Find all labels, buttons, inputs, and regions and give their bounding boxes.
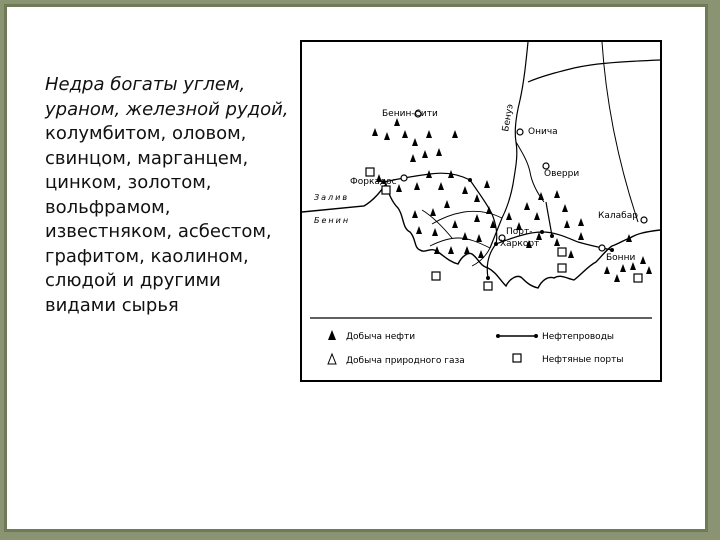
river-branch: [516, 142, 544, 202]
map-svg: [302, 42, 660, 380]
city-label-port-1: Порт-: [506, 227, 533, 237]
gulf-label-2: Бенин: [314, 216, 351, 225]
body-text: [45, 73, 295, 318]
city-label-kalabar: Калабар: [598, 211, 638, 221]
city-label-forkados: Форкадос: [350, 177, 397, 187]
city-label-overri: Оверри: [544, 169, 580, 179]
city-label-port-2: Харкорт: [500, 239, 540, 249]
legend-port-label: Нефтяные порты: [542, 355, 624, 365]
body-text-italic: Недра богаты углем, ураном, железной рудой,: [45, 74, 289, 120]
legend-gas-label: Добыча природного газа: [346, 356, 465, 366]
legend-oil-label: Добыча нефти: [346, 332, 416, 342]
city-label-onicha: Онича: [528, 127, 558, 137]
river-benue: [528, 60, 660, 82]
river-cross: [602, 42, 638, 222]
legend-pipeline-icon: [496, 334, 538, 338]
legend-oil-icon: [328, 330, 336, 340]
legend-port-icon: [513, 354, 521, 362]
city-label-beni-siti: Бенин-Сити: [382, 109, 438, 119]
oil-ports: [366, 168, 642, 290]
body-text-regular: колумбитом, оловом, свинцом, марганцем, цинком, золотом, вольфрамом, известняком, асбестом, графитом, каолином, слюдой и другими видами сырья: [45, 123, 272, 316]
river-label-benue: Бенуэ: [501, 103, 516, 133]
legend-gas-icon: [328, 354, 336, 364]
map: [300, 40, 662, 382]
city-label-bonni: Бонни: [606, 253, 636, 263]
legend-pipeline-label: Нефтепроводы: [542, 332, 615, 342]
gulf-label-1: Залив: [314, 193, 350, 202]
